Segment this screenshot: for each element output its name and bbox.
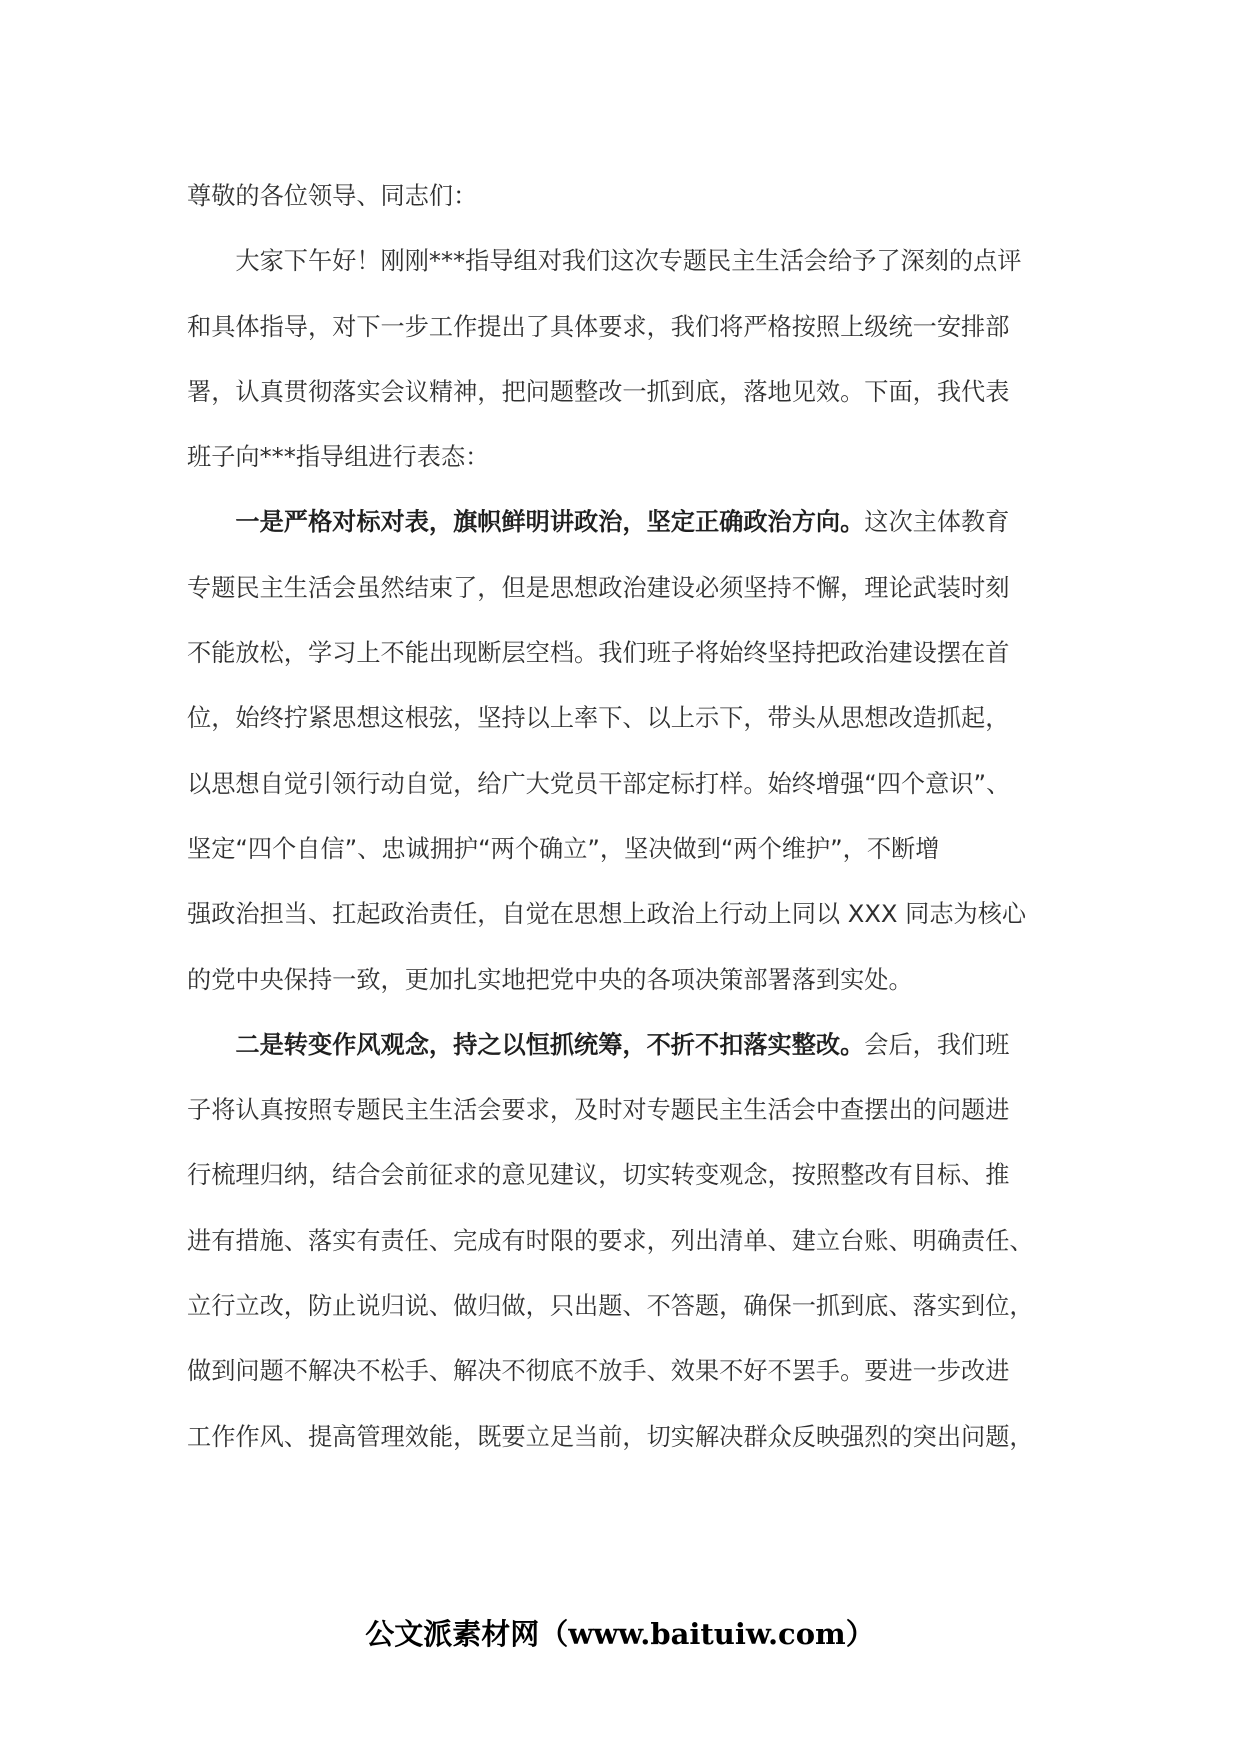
section-2-line-7: 工作作风、提高管理效能，既要立足当前，切实解决群众反映强烈的突出问题， (187, 1422, 1034, 1451)
section-2-line-6: 做到问题不解决不松手、解决不彻底不放手、效果不好不罢手。要进一步改进 (187, 1357, 1010, 1386)
intro-line-4: 班子向***指导组进行表态： (187, 443, 490, 472)
section-1-line-7: 强政治担当、扛起政治责任，自觉在思想上政治上行动上同以 XXX 同志为核心 (187, 900, 1027, 929)
section-2-line-5: 立行立改，防止说归说、做归做，只出题、不答题，确保一抓到底、落实到位， (187, 1292, 1034, 1321)
intro-line-1: 大家下午好！刚刚***指导组对我们这次专题民主生活会给予了深刻的点评 (235, 247, 1022, 276)
section-2-line-3: 行梳理归纳，结合会前征求的意见建议，切实转变观念，按照整改有目标、推 (187, 1161, 1010, 1190)
section-2-first-line (187, 1013, 1059, 1078)
salutation: 尊敬的各位领导、同志们： (187, 182, 478, 210)
section-1-line-4: 位，始终拧紧思想这根弦，坚持以上率下、以上示下，带头从思想改造抓起， (187, 704, 1010, 733)
section-1-line-5: 以思想自觉引领行动自觉，给广大党员干部定标打样。始终增强“四个意识”、 (187, 769, 1011, 798)
intro-line-3: 署，认真贯彻落实会议精神，把问题整改一抓到底，落地见效。下面，我代表 (187, 377, 1010, 406)
section-2-line-2: 子将认真按照专题民主生活会要求，及时对专题民主生活会中查摆出的问题进 (187, 1096, 1010, 1125)
intro-line-2: 和具体指导，对下一步工作提出了具体要求，我们将严格按照上级统一安排部 (187, 312, 1010, 341)
section-1-line-8: 的党中央保持一致，更加扎实地把党中央的各项决策部署落到实处。 (187, 965, 913, 994)
section-2-line-4: 进有措施、落实有责任、完成有时限的要求，列出清单、建立台账、明确责任、 (187, 1226, 1034, 1255)
section-1-heading: 一是严格对标对表，旗帜鲜明讲政治，坚定正确政治方向。 (235, 508, 865, 537)
section-1-line-6: 坚定“四个自信”、忠诚拥护“两个确立”，坚决做到“两个维护”，不断增 (187, 834, 940, 863)
section-2-heading: 二是转变作风观念，持之以恒抓统筹，不折不扣落实整改。 (235, 1030, 865, 1059)
section-1-line-2: 专题民主生活会虽然结束了，但是思想政治建设必须坚持不懈，理论武装时刻 (187, 573, 1010, 602)
section-2-line-1-rest: 会后，我们班 (864, 1030, 1010, 1059)
document-body (187, 164, 1059, 1470)
footer-watermark: 公文派素材网（www.baituiw.com） (365, 1617, 875, 1651)
section-1-first-line (187, 490, 1059, 555)
section-1-line-1-rest: 这次主体教育 (864, 508, 1010, 537)
section-1-line-3: 不能放松，学习上不能出现断层空档。我们班子将始终坚持把政治建设摆在首 (187, 639, 1010, 668)
